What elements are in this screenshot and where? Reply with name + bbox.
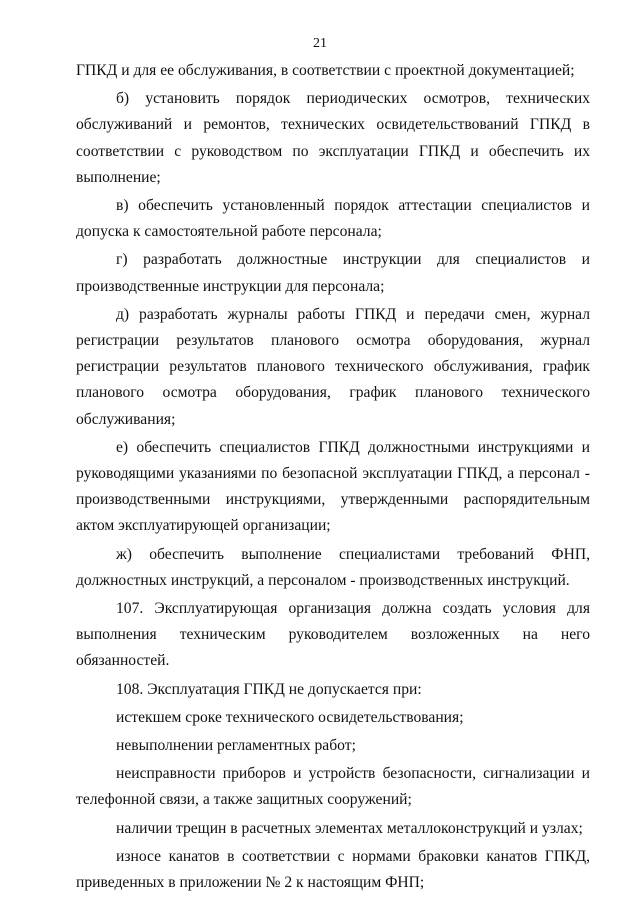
paragraph-item-zh: ж) обеспечить выполнение специалистами требований ФНП, должностных инструкций, а персоналом - производственных инструкций. [76, 545, 590, 589]
paragraph-item-v: в) обеспечить установленный порядок аттестации специалистов и допуска к самостоятельной работе персонала; [76, 197, 590, 241]
paragraph-107: 107. Эксплуатирующая организация должна создать условия для выполнения техническим руководителем возложенных на него обязанностей. [76, 600, 590, 670]
paragraph-108: 108. Эксплуатация ГПКД не допускается при: [116, 680, 422, 698]
document-body [76, 58, 590, 896]
list-item-cracks: наличии трещин в расчетных элементах металлоконструкций и узлах; [116, 819, 583, 837]
list-item-maintenance-not-done: невыполнении регламентных работ; [116, 737, 356, 755]
paragraph-continuation: ГПКД и для ее обслуживания, в соответствии с проектной документацией; [76, 62, 575, 79]
paragraph-item-g: г) разработать должностные инструкции для специалистов и производственные инструкции для персонала; [76, 251, 590, 295]
list-item-rope-wear: износе канатов в соответствии с нормами браковки канатов ГПКД, приведенных в приложении № 2 к настоящим ФНП; [76, 847, 590, 892]
list-item-inspection-expired: истекшем сроке технического освидетельствования; [116, 708, 464, 726]
list-item-safety-devices-faulty: неисправности приборов и устройств безопасности, сигнализации и телефонной связи, а также защитных сооружений; [76, 765, 590, 809]
paragraph-item-b: б) установить порядок периодических осмотров, технических обслуживаний и ремонтов, технических освидетельствований ГПКД в соответствии с руководством по эксплуатации ГПКД и обеспечить их выполнение; [76, 90, 590, 186]
page-number: 21 [313, 36, 327, 51]
paragraph-item-d: д) разработать журналы работы ГПКД и передачи смен, журнал регистрации результатов планового осмотра оборудования, журнал регистрации результатов планового технического обслуживания, график планового осмотра оборудования, график планового технического обслуживания; [76, 305, 590, 428]
paragraph-item-e: е) обеспечить специалистов ГПКД должностными инструкциями и руководящими указаниями по безопасной эксплуатации ГПКД, а персонал - производственными инструкциями, утвержденными распорядительным актом эксплуатирующей организации; [76, 438, 590, 535]
